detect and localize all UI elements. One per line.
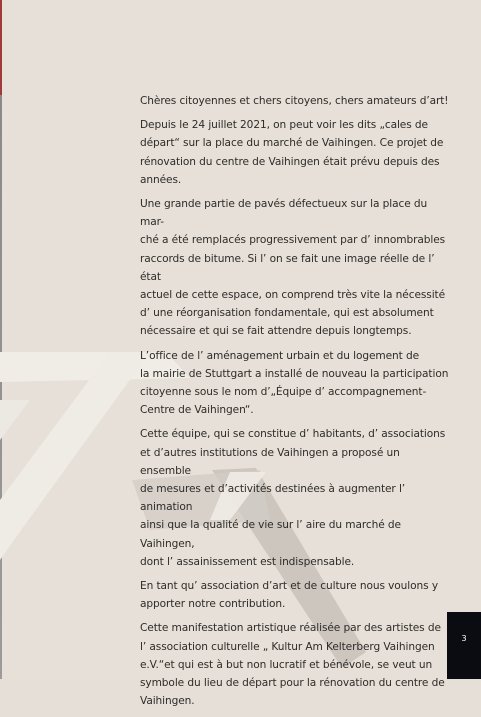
paragraph-office: L’office de l’ aménagement urbain et du logement de la mairie de Stuttgart a installé de nouveau la participation citoyenne sous le nom d’„Équipe d’ accompagnement- Centre de Vaihingen“. xyxy=(140,349,449,417)
paragraph-team: Cette équipe, qui se constitue d’ habitants, d’ associations et d’autres institutions de Vaihingen a proposé un ensemble de mesures et d’activités destinées à augmenter l’ animation ainsi que la qualité de vie sur l’ aire du marché de Vaihingen, dont l’ assainissement est indispensable. xyxy=(140,428,446,568)
paragraph-association: En tant qu’ association d’art et de culture nous voulons y apporter notre contribution. xyxy=(140,580,438,611)
paragraph-intro: Depuis le 24 juillet 2021, on peut voir les dits „cales de départ“ sur la place du marché de Vaihingen. Ce projet de rénovation du centre de Vaihingen était prévu depuis des années. xyxy=(140,119,444,186)
article-text xyxy=(140,92,452,717)
paragraph-event: Cette manifestation artistique réalisée par des artistes de l’ association culturelle „ Kultur Am Kelterberg Vaihingen e.V.“et qui est à but non lucratif et bénévole, se veut un symbole du lieu de départ pour la rénovation du centre de Vaihingen. xyxy=(140,622,445,708)
paragraph-greeting: Chères citoyennes et chers citoyens, chers amateurs d’art! xyxy=(140,95,449,107)
paragraph-pavement: Une grande partie de pavés défectueux sur la place du mar- ché a été remplacés progressivement par d’ innombrables raccords de bitume. Si l’ on se fait une image réelle de l’ état actuel de cette espace, on comprend très vite la nécessité d’ une réorganisation fondamentale, qui est absolument nécessaire et qui se fait attendre depuis longtemps. xyxy=(140,198,446,338)
page-number-badge xyxy=(447,612,481,679)
page-number: 3 xyxy=(461,634,467,643)
